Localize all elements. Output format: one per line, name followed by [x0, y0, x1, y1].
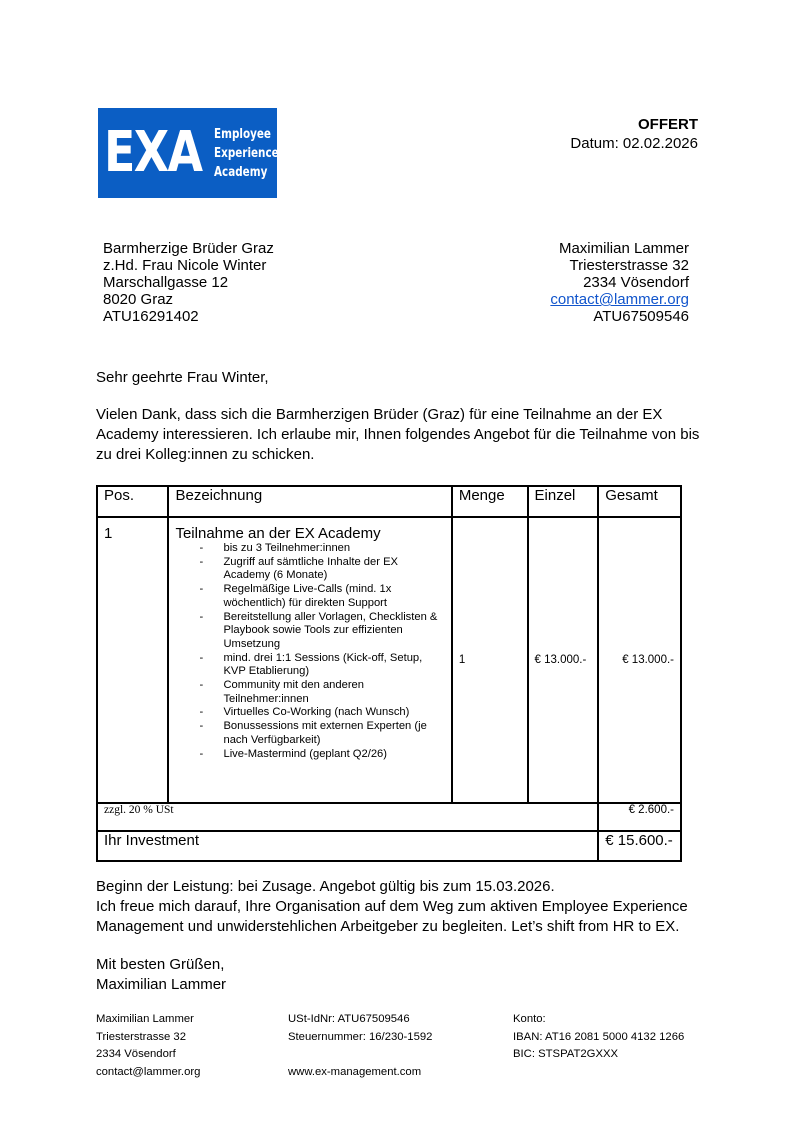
document-date: Datum: 02.02.2026: [570, 135, 698, 152]
list-item: - Virtuelles Co-Working (nach Wunsch): [223, 706, 444, 720]
footer-line: contact@lammer.org: [96, 1066, 201, 1079]
investment-value: € 15.600.-: [598, 831, 681, 861]
salutation: Sehr geehrte Frau Winter,: [96, 369, 269, 386]
tax-row: [97, 803, 681, 831]
recipient-line: z.Hd. Frau Nicole Winter: [103, 257, 267, 274]
header-pos: Pos.: [97, 486, 168, 517]
sender-street: Triesterstrasse 32: [569, 257, 689, 274]
header-total: Gesamt: [598, 486, 681, 517]
closing-text: [96, 877, 716, 937]
recipient-line: Marschallgasse 12: [103, 274, 229, 291]
sender-uid: ATU67509546: [593, 308, 689, 325]
tax-label: zzgl. 20 % USt: [97, 803, 598, 831]
item-total: € 13.000.-: [598, 517, 681, 803]
signoff-name: Maximilian Lammer: [96, 976, 227, 993]
feature-list: [175, 542, 444, 761]
tax-value: € 2.600.-: [598, 803, 681, 831]
item-quantity: 1: [452, 517, 528, 803]
sender-city: 2334 Vösendorf: [583, 274, 689, 291]
footer-line: Maximilian Lammer: [96, 1013, 194, 1025]
signoff-greeting: Mit besten Grüßen,: [96, 956, 225, 973]
list-item: - Regelmäßige Live-Calls (mind. 1x wöchentlich) für direkten Support: [223, 583, 444, 610]
footer-line: 2334 Vösendorf: [96, 1048, 176, 1061]
recipient-line: ATU16291402: [103, 308, 199, 325]
logo-wordmark: [214, 125, 279, 182]
sender-email-link[interactable]: contact@lammer.org: [550, 291, 689, 308]
list-item: - Community mit den anderen Teilnehmer:innen: [223, 679, 444, 706]
signoff: [96, 955, 226, 995]
list-item: - bis zu 3 Teilnehmer:innen: [223, 542, 444, 556]
table-header-row: [97, 486, 681, 517]
footer-line: Triesterstrasse 32: [96, 1030, 186, 1043]
investment-row: [97, 831, 681, 861]
footer-bank: [513, 1011, 684, 1064]
item-pos: 1: [97, 517, 168, 803]
sender-name: Maximilian Lammer: [558, 240, 689, 257]
closing-line: Ich freue mich darauf, Ihre Organisation auf dem Weg zum aktiven Employee Experience Management und unwiderstehlichen Arbeitgeber zu begleiten. Let’s shift from HR to EX.: [96, 898, 688, 935]
closing-line: Beginn der Leistung: bei Zusage. Angebot gültig bis zum 15.03.2026.: [96, 878, 555, 895]
table-row: [97, 517, 681, 803]
header-quantity: Menge: [452, 486, 528, 517]
document-type: OFFERT: [638, 116, 698, 133]
logo-line: Experience: [214, 145, 279, 161]
company-logo: [98, 108, 277, 198]
recipient-line: 8020 Graz: [103, 291, 174, 308]
header-unit-price: Einzel: [528, 486, 599, 517]
list-item: - Zugriff auf sämtliche Inhalte der EX Academy (6 Monate): [223, 556, 444, 583]
list-item: - mind. drei 1:1 Sessions (Kick-off, Setup, KVP Etablierung): [223, 652, 444, 679]
item-title: Teilnahme an der EX Academy: [175, 525, 381, 542]
list-item: - Bonussessions mit externen Experten (je nach Verfügbarkeit): [223, 720, 444, 747]
logo-line: Academy: [214, 164, 268, 180]
footer-tax-info: [288, 1011, 432, 1082]
recipient-address: [103, 240, 274, 325]
footer-line: Steuernummer: 16/230-1592: [288, 1030, 433, 1043]
footer-line: BIC: STSPAT2GXXX: [513, 1048, 619, 1061]
footer-line: [288, 1046, 432, 1064]
item-unit-price: € 13.000.-: [528, 517, 599, 803]
footer-line: USt-IdNr: ATU67509546: [288, 1013, 410, 1025]
item-description: [168, 517, 451, 803]
footer-line: IBAN: AT16 2081 5000 4132 1266: [513, 1030, 685, 1043]
recipient-line: Barmherzige Brüder Graz: [103, 240, 274, 257]
list-item: - Live-Mastermind (geplant Q2/26): [223, 748, 444, 762]
logo-mark: EXA: [104, 120, 202, 185]
list-item: - Bereitstellung aller Vorlagen, Checklisten & Playbook sowie Tools zur effizienten Umsetzung: [223, 611, 444, 652]
header-description: Bezeichnung: [168, 486, 451, 517]
footer-contact: [96, 1011, 200, 1082]
logo-line: Employee: [214, 126, 271, 142]
sender-address: [550, 240, 689, 325]
offer-table: [96, 485, 682, 862]
intro-paragraph: Vielen Dank, dass sich die Barmherzigen Brüder (Graz) für eine Teilnahme an der EX Academy interessieren. Ich erlaube mir, Ihnen folgendes Angebot für die Teilnahme von bis zu drei Kolleg:innen zu schicken.: [96, 406, 700, 463]
footer-line: Konto:: [513, 1013, 546, 1025]
footer-line: www.ex-management.com: [288, 1066, 422, 1079]
investment-label: Ihr Investment: [97, 831, 598, 861]
